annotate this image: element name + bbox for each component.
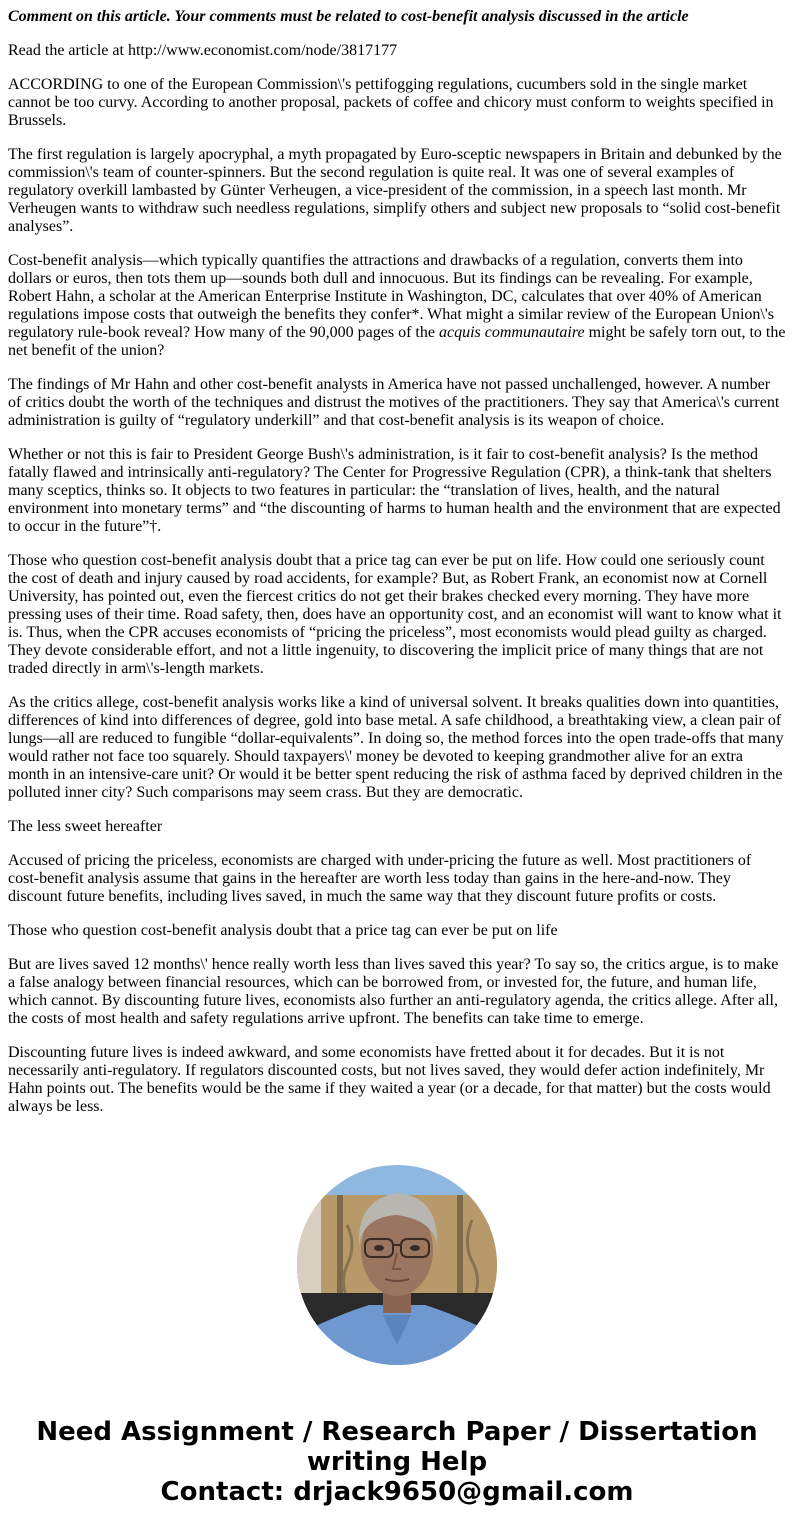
- assignment-prompt: Comment on this article. Your comments must be related to cost-benefit analysis discussed in the article: [8, 8, 689, 25]
- paragraph-4: The findings of Mr Hahn and other cost-benefit analysts in America have not passed unchallenged, however. A number of critics doubt the worth of the techniques and distrust the motives of the practitioners. They say that America\'s current administration is guilty of “regulatory underkill” and that cost-benefit analysis is its weapon of choice.: [8, 376, 780, 429]
- avatar: [297, 1165, 497, 1365]
- paragraph-2: The first regulation is largely apocryphal, a myth propagated by Euro-sceptic newspapers in Britain and debunked by the commission\'s team of counter-spinners. But the second regulation is quite real. It was one of several examples of regulatory overkill lambasted by Günter Verheugen, a vice-president of the commission, in a speech last month. Mr Verheugen wants to withdraw such needless regulations, simplify others and subject new proposals to “solid cost-benefit analyses”.: [8, 146, 782, 235]
- pull-quote: Those who question cost-benefit analysis doubt that a price tag can ever be put on life: [8, 922, 558, 939]
- banner-contact-email: Contact: drjack9650@gmail.com: [160, 1477, 634, 1507]
- avatar-container: [0, 1165, 794, 1365]
- paragraph-3: [8, 252, 786, 360]
- paragraph-5: Whether or not this is fair to President George Bush\'s administration, is it fair to cost-benefit analysis? Is the method fatally flawed and intrinsically anti-regulatory? The Center for Progressive Regulation (CPR), a think-tank that shelters many sceptics, thinks so. It objects to two features in particular: the “translation of lives, health, and the natural environment into monetary terms” and “the discounting of harms to human health and the environment that are expected to occur in the future”†.: [8, 446, 781, 535]
- paragraph-3-text-after: might be safely torn out, to the net benefit of the union?: [8, 324, 786, 359]
- acquis-term: acquis communautaire: [438, 324, 585, 341]
- paragraph-6: Those who question cost-benefit analysis doubt that a price tag can ever be put on life. How could one seriously count the cost of death and injury caused by road accidents, for example? But, as Robert Frank, an economist now at Cornell University, has pointed out, even the fiercest critics do not get their brakes checked every morning. They have more pressing uses of their time. Road safety, then, does have an opportunity cost, and an economist will want to know what it is. Thus, when the CPR accuses economists of “pricing the priceless”, most economists would plead guilty as charged. They devote considerable effort, and not a little ingenuity, to discovering the implicit price of many things that are not traded directly in arm\'s-length markets.: [8, 552, 782, 677]
- contact-banner: [0, 1417, 794, 1507]
- source-line: Read the article at http://www.economist.com/node/3817177: [8, 42, 398, 59]
- paragraph-9: But are lives saved 12 months\' hence really worth less than lives saved this year? To say so, the critics argue, is to make a false analogy between financial resources, which can be borrowed from, or invested for, the future, and human life, which cannot. By discounting future lives, economists also further an anti-regulatory agenda, the critics allege. After all, the costs of most health and safety regulations arrive upfront. The benefits can take time to emerge.: [8, 956, 779, 1027]
- banner-line-1: Need Assignment / Research Paper / Dissertation: [36, 1417, 758, 1447]
- paragraph-10: Discounting future lives is indeed awkward, and some economists have fretted about it for decades. But it is not necessarily anti-regulatory. If regulators discounted costs, but not lives saved, they would defer action indefinitely, Mr Hahn points out. The benefits would be the same if they waited a year (or a decade, for that matter) but the costs would always be less.: [8, 1044, 771, 1115]
- paragraph-1: ACCORDING to one of the European Commission\'s pettifogging regulations, cucumbers sold in the single market cannot be too curvy. According to another proposal, packets of coffee and chicory must conform to weights specified in Brussels.: [8, 76, 774, 129]
- author-photo-icon: [297, 1165, 497, 1365]
- paragraph-8: Accused of pricing the priceless, economists are charged with under-pricing the future as well. Most practitioners of cost-benefit analysis assume that gains in the hereafter are worth less today than gains in the here-and-now. They discount future benefits, including lives saved, in much the same way that they discount future profits or costs.: [8, 852, 752, 905]
- banner-line-2: writing Help: [306, 1447, 488, 1477]
- paragraph-7: As the critics allege, cost-benefit analysis works like a kind of universal solvent. It breaks qualities down into quantities, differences of kind into differences of degree, gold into base metal. A safe childhood, a breathtaking view, a clean pair of lungs—all are reduced to fungible “dollar-equivalents”. In doing so, the method forces into the open trade-offs that many would rather not face too squarely. Should taxpayers\' money be devoted to keeping grandmother alive for an extra month in an intensive-care unit? Or would it be better spent reducing the risk of asthma faced by deprived children in the polluted inner city? Such comparisons may seem crass. But they are democratic.: [8, 694, 784, 801]
- paragraph-3-text-before: Cost-benefit analysis—which typically quantifies the attractions and drawbacks of a regulation, converts them into dollars or euros, then tots them up—sounds both dull and innocuous. But its findings can be revealing. For example, Robert Hahn, a scholar at the American Enterprise Institute in Washington, DC, calculates that over 40% of American regulations impose costs that outweigh the benefits they confer*. What might a similar review of the European Union\'s regulatory rule-book reveal? How many of the 90,000 pages of the: [8, 252, 774, 341]
- section-subheading: The less sweet hereafter: [8, 818, 163, 835]
